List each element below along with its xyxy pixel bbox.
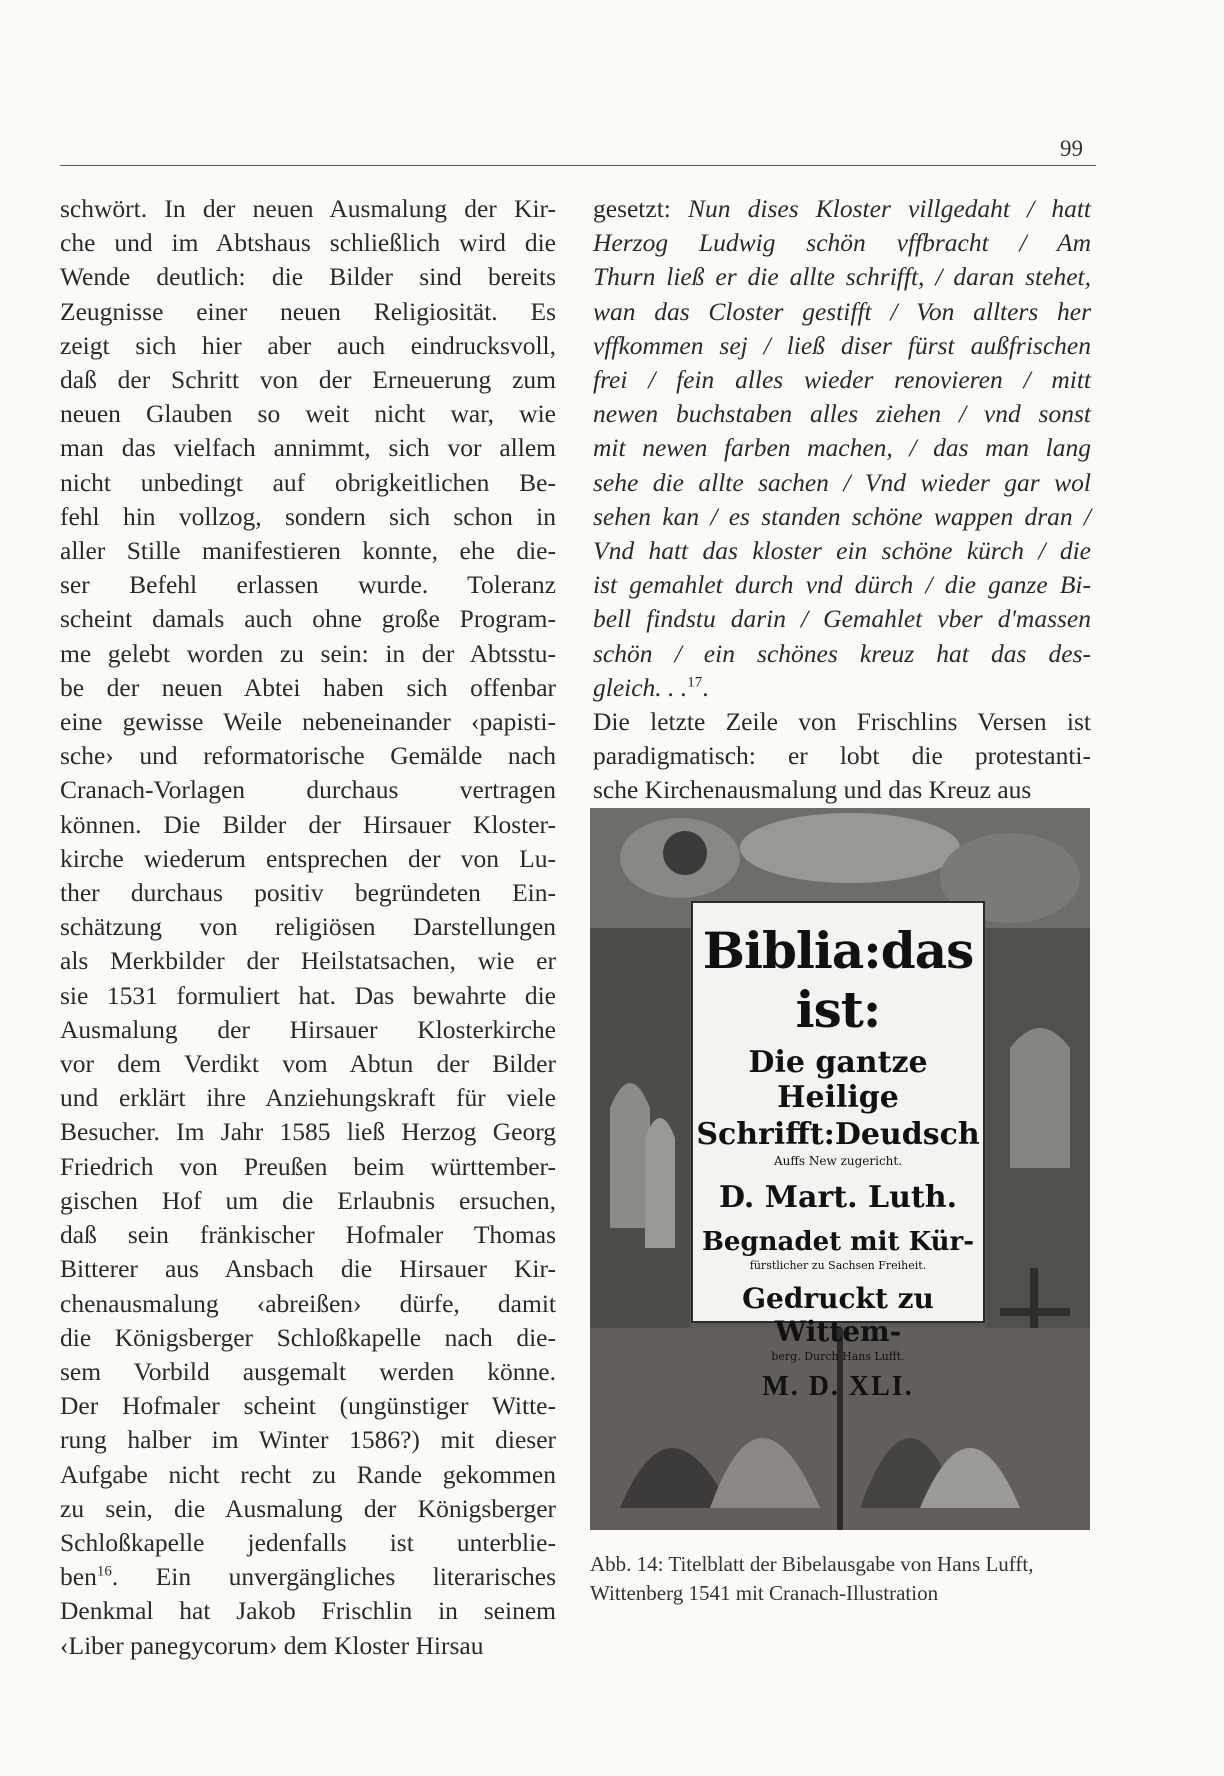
quote-segment: Nun dises Kloster villgedaht / hatt — [688, 194, 1091, 223]
text-line: vor dem Verdikt vom Abtun der Bilder — [60, 1049, 556, 1079]
text-segment: ben — [60, 1562, 97, 1592]
text-line: Friedrich von Preußen beim württember- — [60, 1151, 556, 1181]
left-column — [60, 192, 556, 1663]
title-page-line: Biblia:das ist: — [702, 921, 974, 1039]
text-line: neuen Glauben so weit nicht war, wie — [60, 399, 556, 429]
text-line: Die letzte Zeile von Frischlins Versen ist — [593, 707, 1091, 737]
text-line: Schloßkapelle jedenfalls ist unterblie- — [60, 1527, 556, 1557]
text-line: nicht unbedingt auf obrigkeitlichen Be- — [60, 467, 556, 497]
figure-bible-title-page — [590, 808, 1090, 1530]
quote-line: bell findstu darin / Gemahlet vber d'massen — [593, 604, 1091, 634]
caption-line: Abb. 14: Titelblatt der Bibelausgabe von Hans Lufft, — [590, 1552, 1034, 1576]
text-segment: . Ein unvergängliches literarisches — [111, 1562, 556, 1592]
title-page-line: Schrifft:Deudsch — [696, 1117, 980, 1152]
text-line: scheint damals auch ohne große Program- — [60, 604, 556, 634]
quote-line: ist gemahlet durch vnd dürch / die ganze Bi- — [593, 570, 1091, 600]
text-line: können. Die Bilder der Hirsauer Kloster- — [60, 809, 556, 839]
text-line: zeigt sich hier aber auch eindrucksvoll, — [60, 330, 556, 360]
title-page-line: M. D. XLI. — [762, 1371, 914, 1402]
text-line: be der neuen Abtei haben sich offenbar — [60, 672, 556, 702]
quote-line: Thurn ließ er die allte schrifft, / daran stehet, — [593, 262, 1091, 292]
text-line: man das vielfach annimmt, sich vor allem — [60, 433, 556, 463]
quote-line: frei / fein alles wieder renovieren / mitt — [593, 365, 1091, 395]
text-line: me gelebt worden zu sein: in der Abtsstu- — [60, 638, 556, 668]
right-column — [593, 192, 1091, 808]
quote-line: vffkommen sej / ließ diser fürst außfrischen — [593, 330, 1091, 360]
text-line: sche Kirchenausmalung und das Kreuz aus — [593, 775, 1032, 805]
text-line: schwört. In der neuen Ausmalung der Kir- — [60, 194, 556, 223]
text-line: aller Stille manifestieren konnte, ehe die- — [60, 536, 556, 566]
text-line: als Merkbilder der Heilstatsachen, wie er — [60, 946, 556, 976]
text-line: Aufgabe nicht recht zu Rande gekommen — [60, 1459, 556, 1489]
footnote-mark: 17 — [687, 674, 703, 691]
text-line — [60, 1560, 556, 1594]
text-line: sem Vorbild ausgemalt werden könne. — [60, 1356, 556, 1386]
text-line: ‹Liber panegycorum› dem Kloster Hirsau — [60, 1630, 484, 1660]
quote-line: wan das Closter gestifft / Von allters her — [593, 296, 1091, 326]
text-line: schätzung von religiösen Darstellungen — [60, 912, 556, 942]
caption-line: Wittenberg 1541 mit Cranach-Illustration — [590, 1581, 939, 1605]
title-page-line: Gedruckt zu Wittem- — [742, 1282, 934, 1348]
quote-line: Herzog Ludwig schön vffbracht / Am — [593, 228, 1091, 258]
title-page-line: Auffs New zugericht. — [773, 1154, 903, 1168]
quote-line: newen buchstaben alles ziehen / vnd sonst — [593, 399, 1091, 429]
text-line: gischen Hof um die Erlaubnis ersuchen, — [60, 1185, 556, 1215]
title-page-line: D. Mart. Luth. — [718, 1180, 958, 1215]
text-line: ther durchaus positiv begründeten Ein- — [60, 878, 556, 908]
text-line: rung halber im Winter 1586?) mit dieser — [60, 1425, 556, 1455]
text-line: ser Befehl erlassen wurde. Toleranz — [60, 570, 556, 600]
text-line: fehl hin vollzog, sondern sich schon in — [60, 501, 556, 531]
text-line: kirche wiederum entsprechen der von Lu- — [60, 843, 556, 873]
text-line — [593, 192, 1091, 226]
text-line: Ausmalung der Hirsauer Klosterkirche — [60, 1014, 556, 1044]
page-number: 99 — [1060, 136, 1083, 161]
title-page-panel — [693, 903, 983, 1402]
text-line: sie 1531 formuliert hat. Das bewahrte die — [60, 980, 556, 1010]
quote-line: schön / ein schönes kreuz hat das des- — [593, 638, 1091, 668]
text-line: daß sein fränkischer Hofmaler Thomas — [60, 1220, 556, 1250]
text-line: zu sein, die Ausmalung der Königsberger — [60, 1493, 556, 1523]
title-page-line: Begnadet mit Kür- — [701, 1227, 975, 1257]
text-line: che und im Abtshaus schließlich wird die — [60, 228, 556, 258]
quote-line: gleich. . .$^{17}$. — [593, 672, 709, 702]
text-line: Bitterer aus Ansbach die Hirsauer Kir- — [60, 1254, 556, 1284]
title-page-line: Die gantze Heilige — [748, 1045, 928, 1115]
text-line: chenausmalung ‹abreißen› dürfe, damit — [60, 1288, 556, 1318]
text-line: die Königsberger Schloßkapelle nach die- — [60, 1322, 556, 1352]
text-line: Zeugnisse einer neuen Religiosität. Es — [60, 296, 556, 326]
text-line: daß der Schritt von der Erneuerung zum — [60, 365, 556, 395]
header-rule — [60, 165, 1096, 166]
text-line: Der Hofmaler scheint (ungünstiger Witte- — [60, 1391, 556, 1421]
text-line: paradigmatisch: er lobt die protestanti- — [593, 741, 1091, 771]
text-line: Denkmal hat Jakob Frischlin in seinem — [60, 1596, 556, 1626]
quote-line: Vnd hatt das kloster ein schöne kürch / die — [593, 536, 1091, 566]
text-line: sche› und reformatorische Gemälde nach — [60, 741, 556, 771]
text-line: Wende deutlich: die Bilder sind bereits — [60, 262, 556, 292]
text-line: und erklärt ihre Anziehungskraft für viele — [60, 1083, 556, 1113]
text-line: Besucher. Im Jahr 1585 ließ Herzog Georg — [60, 1117, 556, 1147]
quote-segment: gleich. . . — [593, 672, 688, 702]
text-line: eine gewisse Weile nebeneinander ‹papisti- — [60, 707, 556, 737]
text-line: Cranach-Vorlagen durchaus vertragen — [60, 775, 556, 805]
figure-caption — [590, 1550, 1100, 1608]
quote-line: sehen kan / es standen schöne wappen dran / — [593, 501, 1091, 531]
quote-line: sehe die allte sachen / Vnd wieder gar wol — [593, 467, 1091, 497]
quote-line: mit newen farben machen, / das man lang — [593, 433, 1091, 463]
title-page-line: fürstlicher zu Sachsen Freiheit. — [749, 1259, 927, 1272]
title-page-line: berg. Durch Hans Lufft. — [771, 1350, 905, 1363]
footnote-mark: 16 — [96, 1563, 112, 1580]
text-segment: gesetzt: — [593, 194, 689, 223]
